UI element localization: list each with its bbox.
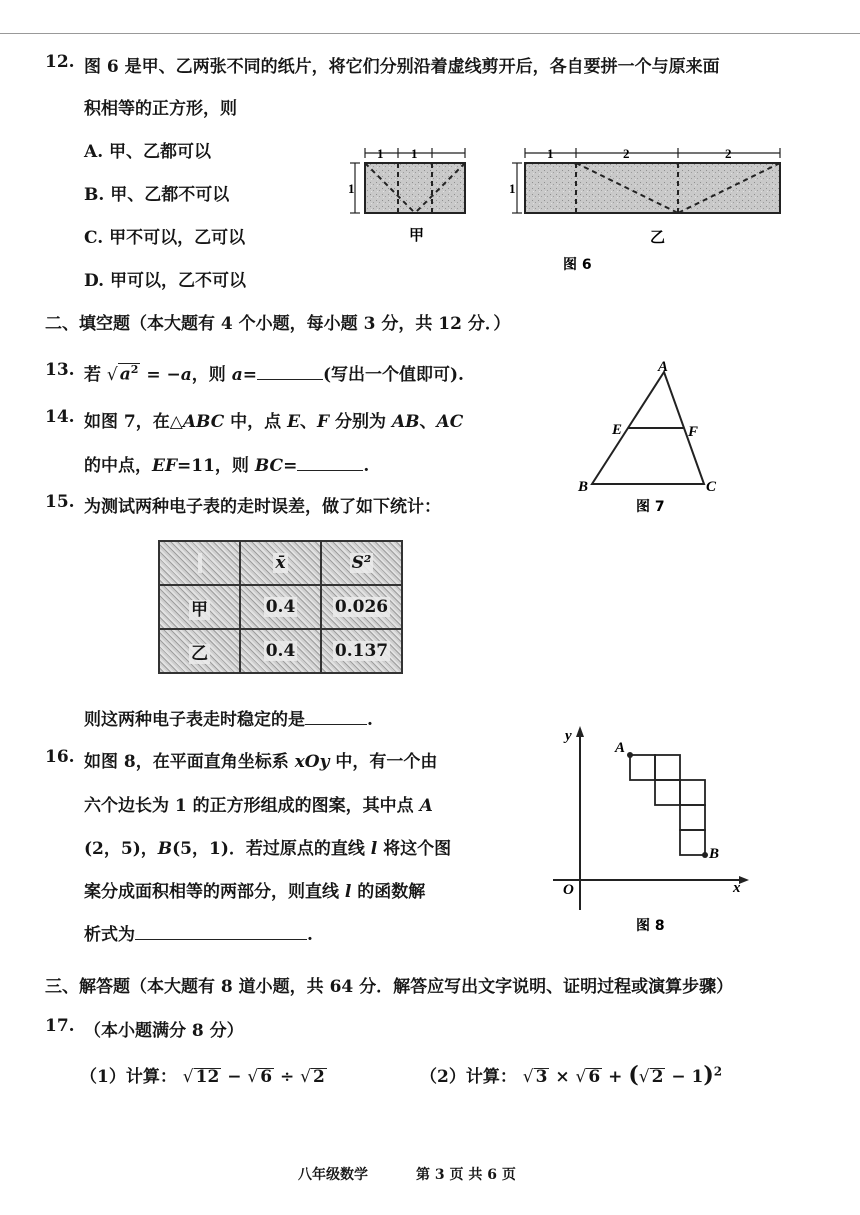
question-text: 析式为 . [84,920,313,945]
question-text: 则这两种电子表走时稳定的是 . [84,705,373,730]
stats-table [158,540,403,674]
squares-pattern [630,755,705,855]
question-number: 12. [45,52,75,72]
label-jia: 甲 [409,226,425,244]
answer-blank[interactable] [297,452,363,471]
dim-label: 1 [547,146,554,161]
footer-page: 第 3 页 共 6 页 [416,1167,516,1183]
table-cell: 0.026 [321,585,402,629]
table-cell: 乙 [159,629,240,673]
answer-blank[interactable] [135,921,307,940]
question-text: 若 √ $a^2 = -a$，则 a= (写出一个值即可). [84,360,464,385]
figure-caption: 图 7 [636,499,665,515]
sub-question-2: （2）计算： √ 3 × √ 6 + (√ 2 − 1)$^2$ [420,1062,723,1088]
question-text: （本小题满分 8 分） [84,1021,244,1041]
label-yi: 乙 [650,228,666,246]
option-a: A. 甲、乙都可以 [84,142,212,162]
question-number: 17. [45,1016,75,1036]
table-cell: 0.4 [240,629,321,673]
axis-label: y [565,728,572,744]
table-cell [159,541,240,585]
sub-question-1: （1）计算： √ 12 − √ 6 ÷ √ 2 [80,1067,325,1087]
point-label: B [578,479,589,495]
page-top-edge [0,33,860,34]
answer-blank[interactable] [257,361,323,380]
option-d: D. 甲可以，乙不可以 [84,271,246,291]
dim-label: 1 [411,146,418,161]
figure-caption: 图 8 [636,918,665,934]
table-row [159,629,402,673]
option-b: B. 甲、乙都不可以 [84,185,230,205]
point-label: E [612,422,623,438]
question-number: 13. [45,360,75,380]
question-text: 案分成面积相等的两部分，则直线 l 的函数解 [84,882,426,902]
point-b [702,852,708,858]
dim-label: 2 [623,146,630,161]
figure-7 [570,358,730,518]
question-number: 14. [45,407,75,427]
answer-blank[interactable] [305,706,367,725]
table-cell: 甲 [159,585,240,629]
question-text: 如图 7，在△ABC 中，点 E、F 分别为 AB、AC [84,412,464,432]
table-cell: 0.4 [240,585,321,629]
axis-label: x [733,880,741,896]
table-header-row [159,541,402,585]
paper-jia [350,148,465,213]
point-label: A [615,740,626,756]
point-label: B [709,846,720,862]
figure-8 [545,720,760,940]
question-text: 积相等的正方形，则 [84,99,237,119]
question-text: (2，5)，B(5，1)．若过原点的直线 l 将这个图 [84,839,452,859]
figure-caption: 图 6 [563,257,592,273]
footer-subject: 八年级数学 [298,1167,368,1183]
figure-6 [345,145,795,275]
table-cell: S² [321,541,402,585]
dim-label: 2 [725,146,732,161]
section-heading: 三、解答题（本大题有 8 道小题，共 64 分．解答应写出文字说明、证明过程或演算步骤） [45,977,734,997]
option-c: C. 甲不可以，乙可以 [84,228,246,248]
table-cell: 0.137 [321,629,402,673]
question-number: 15. [45,492,75,512]
dim-label: 1 [377,146,384,161]
question-text: 的中点，EF=11，则 BC= . [84,451,369,476]
table-row [159,585,402,629]
section-heading: 二、填空题（本大题有 4 个小题，每小题 3 分，共 12 分．） [45,314,511,334]
question-text: 如图 8，在平面直角坐标系 xOy 中，有一个由 [84,752,438,772]
question-text: 六个边长为 1 的正方形组成的图案，其中点 A [84,796,433,816]
dim-label: 1 [348,181,355,196]
question-number: 16. [45,747,75,767]
point-a [627,752,633,758]
table-cell: x̄ [240,541,321,585]
dim-label: 1 [509,181,516,196]
point-label: C [706,479,717,495]
origin-label: O [563,882,574,898]
question-text: 为测试两种电子表的走时误差，做了如下统计： [84,497,441,517]
question-text: 图 6 是甲、乙两张不同的纸片，将它们分别沿着虚线剪开后，各自要拼一个与原来面 [84,57,720,77]
point-label: A [658,359,669,375]
point-label: F [688,424,699,440]
